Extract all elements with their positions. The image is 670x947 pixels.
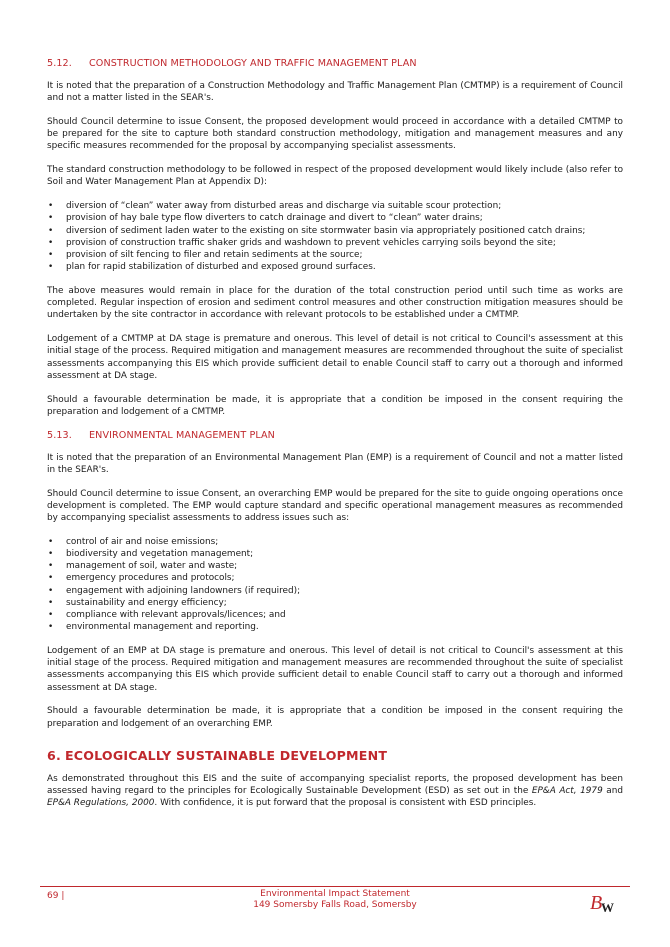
bullet-icon: • [48, 585, 54, 596]
list-item: • emergency procedures and protocols; [48, 573, 235, 584]
svg-text:W: W [601, 900, 614, 915]
paragraph: Should a favourable determination be made, it is appropriate that a condition be imposed in the consent requiring the preparation and lodgement of an overarching EMP. [47, 706, 623, 729]
bullet-icon: • [48, 201, 54, 212]
bw-logo-icon [588, 888, 618, 916]
bullet-icon: • [48, 622, 54, 633]
bullet-icon: • [48, 213, 54, 224]
paragraph: Lodgement of an EMP at DA stage is premature and onerous. This level of detail is not critical to Council's assessment at this initial stage of the process. Required mitigation and management measures are recommended throughout the suite of specialist assessments accompanying this EIS which provide sufficient detail to enable Council staff to carry out a thorough and informed assessment at DA stage. [47, 646, 623, 693]
section-title: ENVIRONMENTAL MANAGEMENT PLAN [89, 429, 275, 441]
bullet-icon: • [48, 561, 54, 572]
list-item: • control of air and noise emissions; [48, 536, 219, 547]
bullet-icon: • [48, 549, 54, 560]
paragraph: Should a favourable determination be made, it is appropriate that a condition be imposed in the consent requiring the preparation and lodgement of a CMTMP. [47, 394, 623, 417]
section-number: 5.13. [47, 429, 72, 441]
list-item: • provision of silt fencing to filer and retain sediments at the source; [48, 250, 363, 261]
footer-divider [40, 886, 630, 887]
list-item: • diversion of sediment laden water to the existing on site stormwater basin via appropriately positioned catch drains; [48, 225, 586, 236]
list-item: • diversion of “clean” water away from disturbed areas and discharge via suitable scour protection; [48, 201, 502, 212]
bullet-icon: • [48, 597, 54, 608]
paragraph: The standard construction methodology to be followed in respect of the proposed development would likely include (also refer to Soil and Water Management Plan at Appendix D): [47, 165, 623, 188]
page-footer [40, 886, 630, 926]
section-number: 5.12. [47, 58, 72, 69]
chapter-number: 6. [47, 747, 61, 763]
list-item: • compliance with relevant approvals/licences; and [48, 610, 286, 621]
footer-address: 149 Somersby Falls Road, Somersby [253, 900, 417, 910]
page-content [47, 58, 623, 821]
paragraph: As demonstrated throughout this EIS and the suite of accompanying specialist reports, the proposed development has been assessed having regard to the principles for Ecologically Sustainable Development (ESD) as set out in the EP&A Act, 1979 and EP&A Regulations, 2000. With confidence, it is put forward that the proposal is consistent with ESD principles. [47, 773, 623, 809]
svg-text:B: B [590, 892, 603, 914]
section-heading-5-13 [47, 430, 623, 441]
chapter-heading-6 [47, 748, 623, 763]
bullet-icon: • [48, 610, 54, 621]
chapter-title: ECOLOGICALLY SUSTAINABLE DEVELOPMENT [65, 747, 388, 763]
list-item: • biodiversity and vegetation management; [48, 549, 254, 560]
paragraph: Should Council determine to issue Consent, the proposed development would proceed in accordance with a detailed CMTMP to be prepared for the site to capture both standard construction methodology, mitigation and management measures and any specific measures recommended for the proposal by accompanying specialist assessments. [47, 117, 623, 152]
paragraph: It is noted that the preparation of an Environmental Management Plan (EMP) is a requirement of Council and not a matter listed in the SEAR's. [47, 452, 623, 475]
legislation-reference: EP&A Regulations, 2000 [47, 798, 155, 809]
list-item: • provision of hay bale type flow diverters to catch drainage and divert to “clean” water drains; [48, 213, 483, 224]
list-item: • environmental management and reporting. [48, 622, 259, 633]
footer-title [190, 889, 480, 911]
paragraph: The above measures would remain in place for the duration of the total construction period until such time as works are completed. Regular inspection of erosion and sediment control measures and other construction mitigation measures should be undertaken by the site contractor in accordance with relevant protocols to be established under a CMTMP. [47, 286, 623, 321]
bullet-icon: • [48, 573, 54, 584]
section-title: CONSTRUCTION METHODOLOGY AND TRAFFIC MANAGEMENT PLAN [89, 58, 417, 69]
footer-document-title: Environmental Impact Statement [260, 889, 410, 899]
paragraph: It is noted that the preparation of a Construction Methodology and Traffic Management Plan (CMTMP) is a requirement of Council and not a matter listed in the SEAR's. [47, 81, 623, 104]
bullet-icon: • [48, 250, 54, 261]
list-item: • engagement with adjoining landowners (if required); [48, 585, 301, 596]
bullet-list [47, 200, 623, 273]
legislation-reference: EP&A Act, 1979 [531, 786, 603, 797]
list-item: • plan for rapid stabilization of disturbed and exposed ground surfaces. [48, 262, 376, 273]
list-item: • provision of construction traffic shaker grids and washdown to prevent vehicles carrying soils beyond the site; [48, 237, 556, 248]
section-heading-5-12 [47, 58, 623, 69]
bullet-icon: • [48, 237, 54, 248]
paragraph: Lodgement of a CMTMP at DA stage is premature and onerous. This level of detail is not critical to Council's assessment at this initial stage of the process. Required mitigation and management measures are recommended throughout the suite of specialist assessments accompanying this EIS which provide sufficient detail to enable Council staff to carry out a thorough and informed assessment at DA stage. [47, 334, 623, 381]
bullet-icon: • [48, 536, 54, 547]
list-item: • sustainability and energy efficiency; [48, 597, 227, 608]
paragraph: Should Council determine to issue Consent, an overarching EMP would be prepared for the site to guide ongoing operations once development is completed. The EMP would capture standard and specific operational management measures as recommended by accompanying specialist assessments to address issues such as: [47, 488, 623, 524]
bullet-icon: • [48, 262, 54, 273]
list-item: • management of soil, water and waste; [48, 561, 238, 572]
page-number: 69 | [47, 891, 65, 901]
bullet-list [47, 536, 623, 634]
bullet-icon: • [48, 225, 54, 236]
